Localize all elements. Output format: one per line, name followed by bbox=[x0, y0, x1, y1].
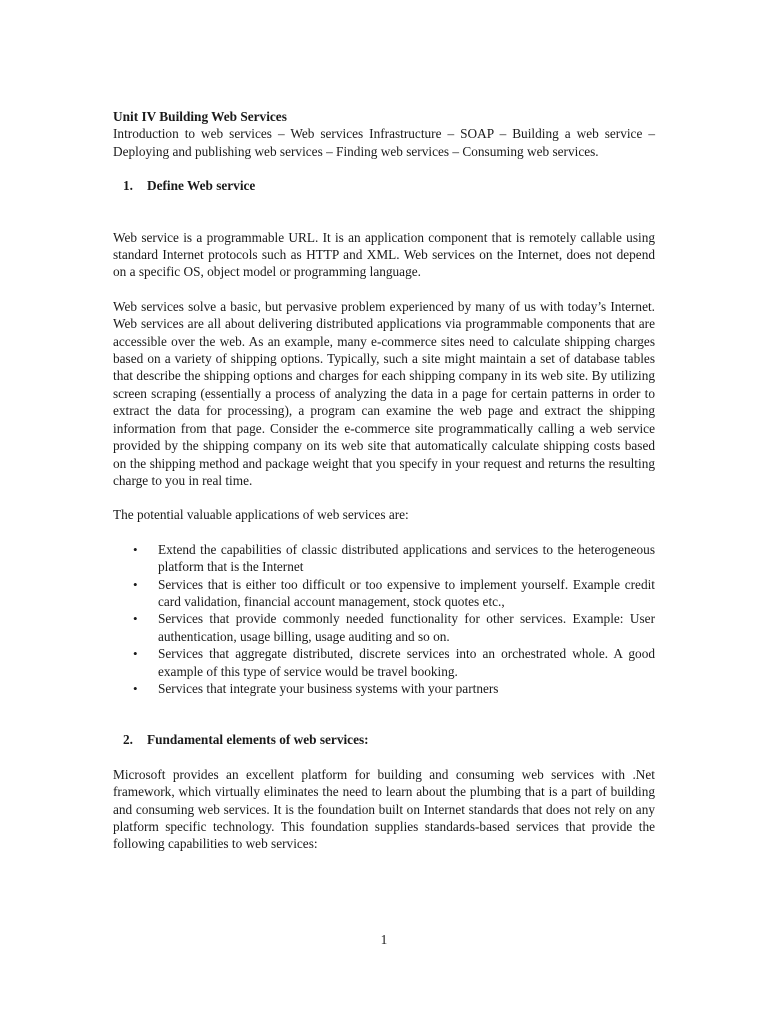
list-item: • Extend the capabilities of classic distributed applications and services to the heterogeneous platform that is the Internet bbox=[133, 541, 655, 575]
list-item: • Services that provide commonly needed functionality for other services. Example: User authentication, usage billing, usage auditing and so on. bbox=[133, 611, 655, 644]
list-item: • Services that aggregate distributed, discrete services into an orchestrated whole. A good example of this type of service would be travel booking. bbox=[133, 646, 655, 679]
section-1-number: 1. bbox=[123, 178, 133, 194]
page-content bbox=[113, 108, 655, 853]
bullet-icon: • bbox=[133, 576, 138, 592]
section-2-paragraph-1: Microsoft provides an excellent platform for building and consuming web services with .Net framework, which virtually eliminates the need to learn about the plumbing that is a part of building and consuming web services. It is the foundation built on Internet standards that does not rely on any platform specific technology. This foundation supplies standards-based services that provide the following capabilities to web services: bbox=[113, 766, 655, 852]
bullet-icon: • bbox=[133, 611, 138, 627]
section-2-heading bbox=[113, 731, 655, 748]
section-2-number: 2. bbox=[123, 732, 133, 748]
bullet-icon: • bbox=[133, 541, 138, 557]
section-1-paragraph-2: Web services solve a basic, but pervasive problem experienced by many of us with today’s Internet. Web services are all about delivering distributed applications via programmable components that are accessible over the web. As an example, many e-commerce sites need to calculate shipping charges based on a variety of shipping options. Typically, such a site might maintain a set of database tables that describe the shipping options and charges for each shipping company in its web site. By utilizing screen scraping (essentially a process of analyzing the data in a page for certain patterns in order to extract the data for processing), a program can examine the web page and extract the shipping information from that page. Consider the e-commerce site programmatically calling a web service provided by the shipping company on its web site that automatically calculate shipping costs based on the shipping method and package weight that you specify in your request and returns the resulting charge to you in real time. bbox=[113, 298, 655, 488]
unit-title: Unit IV Building Web Services bbox=[113, 109, 287, 124]
bullet-icon: • bbox=[133, 680, 138, 696]
list-item: • Services that is either too difficult or too expensive to implement yourself. Example credit card validation, financial account management, stock quotes etc., bbox=[133, 576, 655, 609]
page-number: 1 bbox=[380, 932, 388, 947]
section-1-heading bbox=[113, 177, 655, 194]
applications-list bbox=[113, 541, 655, 698]
list-item: • Services that integrate your business systems with your partners bbox=[133, 680, 499, 696]
unit-intro: Introduction to web services – Web services Infrastructure – SOAP – Building a web service – Deploying and publishing web services – Finding web services – Consuming web services. bbox=[113, 126, 655, 159]
section-1-title: Define Web service bbox=[147, 178, 256, 194]
bullet-icon: • bbox=[133, 646, 138, 662]
section-1-paragraph-3: The potential valuable applications of web services are: bbox=[113, 507, 409, 523]
section-1-paragraph-1: Web service is a programmable URL. It is an application component that is remotely callable using standard Internet protocols such as HTTP and XML. Web services on the Internet, does not depend on a specific OS, object model or programming language. bbox=[113, 229, 655, 280]
section-2-title: Fundamental elements of web services: bbox=[147, 732, 369, 748]
